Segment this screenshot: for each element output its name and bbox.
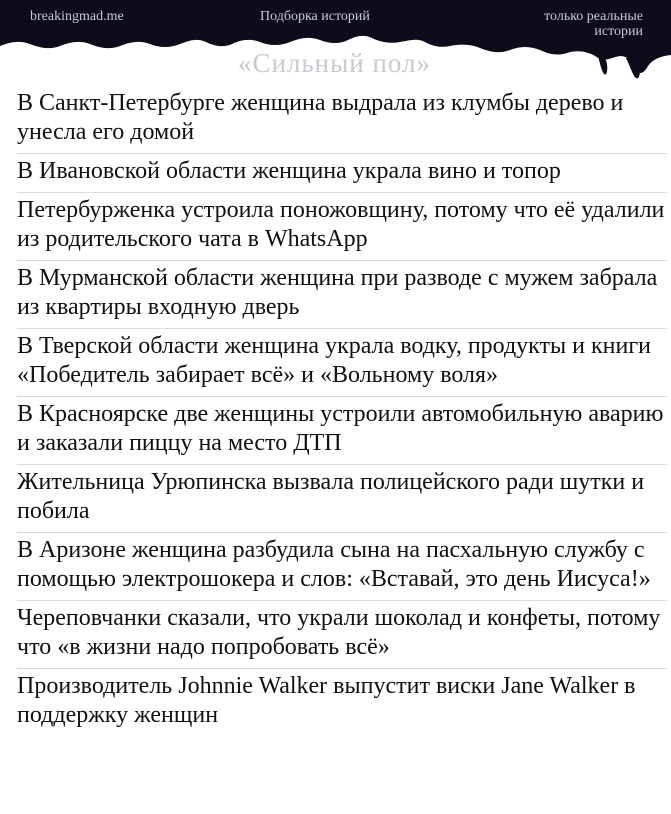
story-item[interactable]: Жительница Урюпинска вызвала полицейского ради шутки и побила — [17, 465, 667, 533]
story-item[interactable]: В Санкт-Петербурге женщина выдрала из клумбы дерево и унесла его домой — [17, 86, 667, 154]
story-item[interactable]: В Мурманской области женщина при разводе с мужем забрала из квартиры входную дверь — [17, 261, 667, 329]
story-item[interactable]: Производитель Johnnie Walker выпустит виски Jane Walker в поддержку женщин — [17, 673, 636, 728]
tagline-line-1: только реальные — [544, 9, 643, 24]
story-item[interactable]: Череповчанки сказали, что украли шоколад и конфеты, потому что «в жизни надо попробовать всё» — [17, 601, 667, 669]
stories-list — [17, 86, 667, 736]
story-item[interactable]: В Ивановской области женщина украла вино и топор — [17, 154, 667, 193]
header-banner — [0, 0, 671, 85]
story-item[interactable]: Петербурженка устроила поножовщину, потому что её удалили из родительского чата в WhatsApp — [17, 193, 667, 261]
story-item[interactable]: В Красноярске две женщины устроили автомобильную аварию и заказали пиццу на место ДТП — [17, 397, 667, 465]
section-name[interactable]: Подборка историй — [260, 9, 370, 24]
tagline — [503, 9, 643, 39]
tagline-line-2: истории — [594, 24, 643, 39]
story-item[interactable]: В Тверской области женщина украла водку, продукты и книги «Победитель забирает всё» и «Вольному воля» — [17, 329, 667, 397]
story-item[interactable]: В Аризоне женщина разбудила сына на пасхальную службу с помощью электрошокера и слов: «Вставай, это день Иисуса!» — [17, 533, 667, 601]
page-title: «Сильный пол» — [237, 48, 432, 78]
site-name[interactable]: breakingmad.me — [30, 9, 124, 24]
